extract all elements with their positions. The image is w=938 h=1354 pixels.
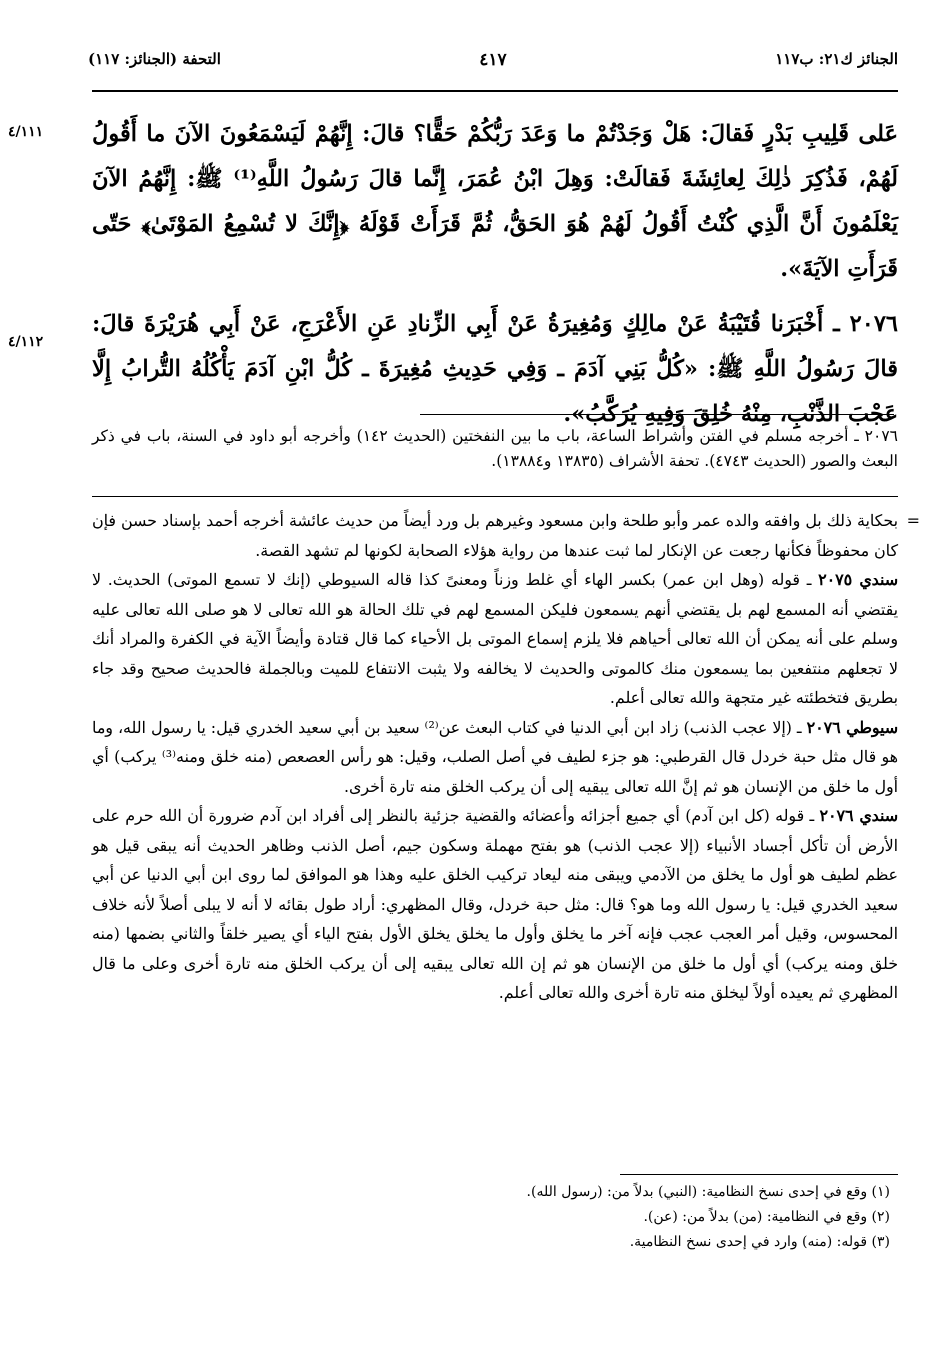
takhrij-divider <box>420 414 894 415</box>
commentary-section <box>92 506 920 1008</box>
commentary-paragraph: بحكاية ذلك بل وافقه والده عمر وأبو طلحة وابن مسعود وغيرهم بل ورد أيضاً من حديث عائشة أخرجه أحمد بإسناد حسن فإن كان محفوظاً فكأنها رجعت عن الإنكار لما ثبت عندها من رواية هؤلاء الصحابة لكونها لم تشهد القصة. <box>92 511 898 560</box>
margin-volume-ref: ٤/١١١ <box>8 124 44 140</box>
continuation-mark: = <box>906 511 920 530</box>
margin-volume-ref: ٤/١١٢ <box>8 334 44 350</box>
header-divider <box>92 90 898 92</box>
commentary-paragraph <box>92 713 898 802</box>
hadith-main-text <box>92 112 898 437</box>
footnote: (١) وقع في إحدى نسخ النظامية: (النبي) بدلاً من: (رسول الله). <box>526 1184 890 1200</box>
footnotes-divider <box>620 1174 898 1175</box>
commentary-paragraph <box>92 801 898 1008</box>
footnotes <box>92 1180 890 1255</box>
takhrij-note: ٢٠٧٦ ـ أخرجه مسلم في الفتن وأشراط الساعة، باب ما بين النفختين (الحديث ١٤٢) وأخرجه أبو داود في السنة، باب في ذكر البعث والصور (الحديث ٤٧٤٣). تحفة الأشراف (١٣٨٣٥ و١٣٨٨٤). <box>92 427 898 470</box>
hadith-paragraph: عَلى قَلِيبِ بَدْرٍ فَقالَ: هَلْ وَجَدْتُمْ ما وَعَدَ رَبُّكُمْ حَقًّا؟ قالَ: إِنَّهُمْ لَيَسْمَعُونَ الآنَ ما أَقُولُ لَهُمْ، فَذُكِرَ ذٰلِكَ لِعائِشَةَ فَقالَتْ: وَهِلَ ابْنُ عُمَرَ، إِنَّما قالَ رَسُولُ اللَّهِ⁽¹⁾ ﷺ: إِنَّهُمُ الآنَ يَعْلَمُونَ أَنَّ الَّذِي كُنْتُ أَقُولُ لَهُمْ هُوَ الحَقُّ، ثُمَّ قَرَأَتْ قَوْلَهُ ﴿إِنَّكَ لا تُسْمِعُ المَوْتَىٰ﴾ حَتّى قَرَأَتِ الآيَةَ». <box>92 121 899 282</box>
commentary-paragraph <box>92 565 898 713</box>
hadith-paragraph: ٢٠٧٦ ـ أَخْبَرَنا قُتَيْبَةُ عَنْ مالِكٍ وَمُغِيرَةُ عَنْ أَبِي الزِّنادِ عَنِ الأَعْرَجِ، عَنْ أَبِي هُرَيْرَةَ قالَ: قالَ رَسُولُ اللَّهِ ﷺ: «كُلُّ بَنِي آدَمَ ـ وَفِي حَدِيثِ مُغِيرَةَ ـ كُلُّ ابْنِ آدَمَ يَأْكُلُهُ التُّرابُ إِلَّا عَجْبَ الذَّنْبِ، مِنْهُ خُلِقَ وَفِيهِ يُرَكَّبُ». <box>92 311 898 427</box>
page-number: ٤١٧ <box>479 50 507 70</box>
commentary-label: سندي ٢٠٧٥ <box>818 570 898 589</box>
commentary-text: ـ قوله (وهل ابن عمر) بكسر الهاء أي غلط وزناً ومعنىً كذا قاله السيوطي (إنك لا تسمع الموتى) الحديث. لا يقتضي أنه المسمع لهم بل يقتضي أنهم يسمعون فليكن المسمع لهم في تلك الحالة هو الله تعالى لا هو صلى الله تعالى عليه وسلم على أنه يمكن أن الله تعالى أحياهم فلا يلزم إسماع الموتى بل الأحياء كما قال قتادة وأيضاً الآية في الكفرة والمراد أنك لا تجعلهم منتفعين بما يسمعون منك كالموتى والحديث لا يخالفه ولا يثبت الانتفاع للميت وبالجملة فالحديث صحيح وقد جاء بطريق فتخطئته غير متجهة والله تعالى أعلم. <box>92 570 898 707</box>
commentary-text: ـ قوله (كل ابن آدم) أي جميع أجزائه وأعضائه والقضية جزئية بالنظر إلى أفراد ابن آدم ضرورة أن الله حرم على الأرض أن تأكل أجساد الأنبياء (إلا عجب الذنب) هو بفتح مهملة وسكون جيم، أصل الذنب وظاهر الحديث أنه يبقى قيل هو عظم لطيف هو أول ما يخلق من الآدمي ويبقى منه ليعاد تركيب الخلق عليه وهذا هو الموافق لما روى ابن أبي الدنيا عن أبي سعيد الخدري قيل: يا رسول الله وما هو؟ قال: مثل حبة خردل، وقال المظهري: أراد طول بقائه لا أنه لا يبلى أصلاً لأنه خلاف المحسوس، وقيل أمر العجب عجب فإنه آخر ما يخلق وأول ما يخلق يخلق الأول بفتح الياء أي يصير خلقاً والثاني بضمها (منه خلق ومنه يركب) أي أول ما خلق من الإنسان هو ثم إن الله تعالى يبقيه إلى أن يركب الخلق منه تارة أخرى وعلى ما قال المظهري ثم يعيده أولاً ليخلق منه تارة أخرى والله تعالى أعلم. <box>92 806 899 1002</box>
commentary-label: سيوطي ٢٠٧٦ <box>806 717 898 737</box>
footnote: (٣) قوله: (منه) وارد في إحدى نسخ النظامية. <box>629 1234 890 1250</box>
header-chapter-ref: الجنائز ك٢١: ب١١٧ <box>775 50 898 68</box>
page-header <box>88 50 898 80</box>
commentary-divider <box>92 496 898 497</box>
footnote: (٢) وقع في النظامية: (من) بدلاً من: (عن). <box>643 1209 890 1225</box>
commentary-label: سندي ٢٠٧٦ <box>819 806 898 825</box>
commentary-text: ـ (إلا عجب الذنب) زاد ابن أبي الدنيا في كتاب البعث عن⁽²⁾ سعيد بن أبي سعيد الخدري قيل: يا رسول الله، وما هو قال مثل حبة خردل قال القرطبي: هو جزء لطيف في أصل الصلب، وقيل: هو رأس العصعص (منه خلق ومنه⁽³⁾ يركب) أي أول ما خلق من الإنسان هو ثم إنَّ الله تعالى يبقيه إلى أن يركب الخلق منه تارة أخرى. <box>92 717 899 796</box>
header-tuhfa-ref: التحفة (الجنائز: ١١٧) <box>88 50 221 68</box>
